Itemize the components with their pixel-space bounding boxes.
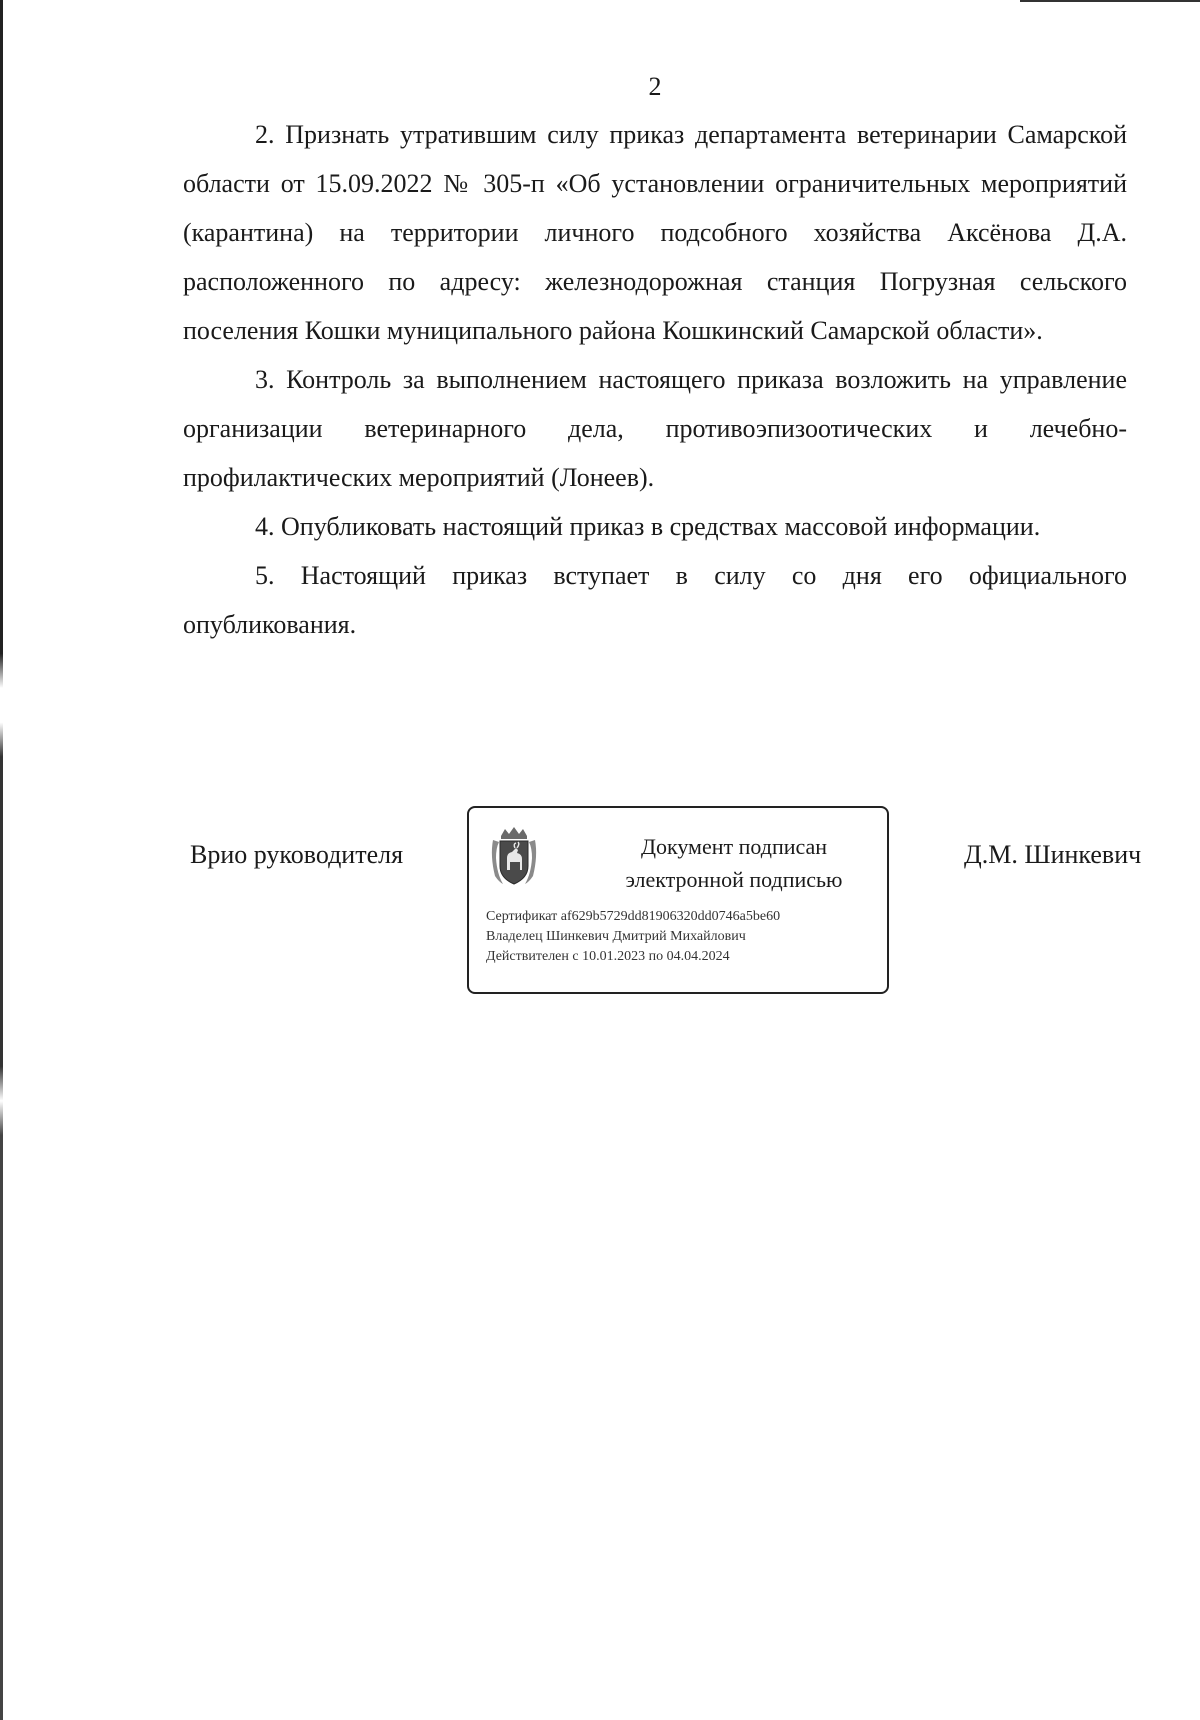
signatory-name: Д.М. Шинкевич [964, 840, 1142, 869]
page-number: 2 [648, 72, 662, 101]
paragraph-2: 2. Признать утратившим силу приказ департамента ветеринарии Самарской области от 15.09.2022 № 305-п «Об установлении ограничительных мероприятий (карантина) на территории личного подсобного хозяйства Аксёнова Д.А. расположенного по адресу: железнодорожная станция Погрузная сельского поселения Кошки муниципального района Кошкинский Самарской области». [183, 120, 1127, 345]
paragraph-4: 4. Опубликовать настоящий приказ в средствах массовой информации. [255, 512, 1041, 541]
esign-validity: Действителен с 10.01.2023 по 04.04.2024 [486, 949, 730, 964]
esign-owner: Владелец Шинкевич Дмитрий Михайлович [486, 929, 746, 944]
paragraph-3: 3. Контроль за выполнением настоящего приказа возложить на управление организации ветеринарного дела, противоэпизоотических и лечебно-профилактических мероприятий (Лонеев). [183, 365, 1127, 492]
electronic-signature-stamp [467, 806, 889, 994]
esign-title [589, 830, 879, 896]
signatory-position: Врио руководителя [190, 840, 404, 869]
esign-details [486, 907, 780, 967]
scan-edge-top [1020, 0, 1200, 2]
scan-edge-left [0, 0, 3, 1720]
esign-title-line2: электронной подписью [625, 867, 843, 892]
esign-title-line1: Документ подписан [640, 834, 828, 859]
esign-certificate: Сертификат af629b5729dd81906320dd0746a5be60 [486, 909, 781, 924]
paragraph-5: 5. Настоящий приказ вступает в силу со дня его официального опубликования. [183, 561, 1127, 639]
samara-coat-of-arms-icon [489, 826, 539, 888]
document-body [183, 110, 1127, 649]
